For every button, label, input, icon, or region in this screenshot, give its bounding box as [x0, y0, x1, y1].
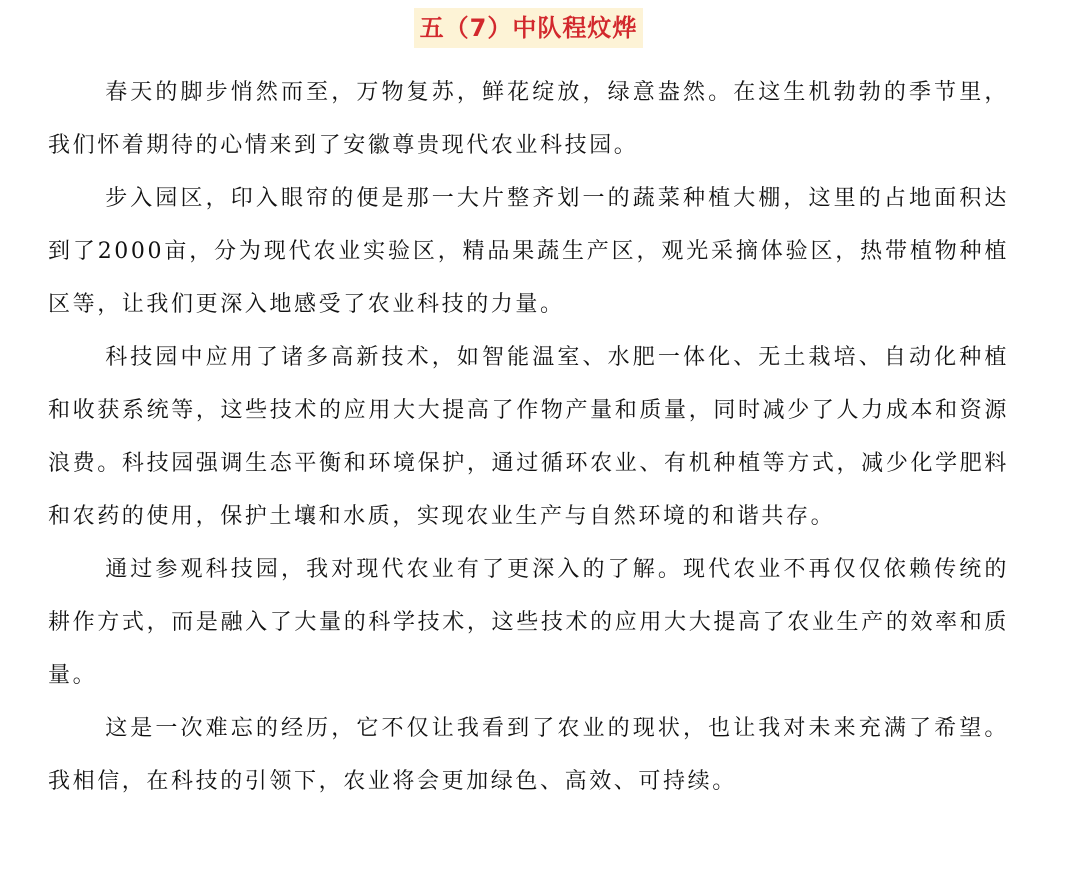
article-body: [48, 66, 1009, 808]
paragraph-3: 科技园中应用了诸多高新技术，如智能温室、水肥一体化、无土栽培、自动化种植和收获系统等，这些技术的应用大大提高了作物产量和质量，同时减少了人力成本和资源浪费。科技园强调生态平衡和环境保护，通过循环农业、有机种植等方式，减少化学肥料和农药的使用，保护土壤和水质，实现农业生产与自然环境的和谐共存。: [48, 345, 1009, 529]
paragraph-2: 步入园区，印入眼帘的便是那一大片整齐划一的蔬菜种植大棚，这里的占地面积达到了2000亩，分为现代农业实验区，精品果蔬生产区，观光采摘体验区，热带植物种植区等，让我们更深入地感受了农业科技的力量。: [48, 186, 1009, 317]
paragraph-1: 春天的脚步悄然而至，万物复苏，鲜花绽放，绿意盎然。在这生机勃勃的季节里，我们怀着期待的心情来到了安徽尊贵现代农业科技园。: [48, 80, 1009, 158]
paragraph-5: 这是一次难忘的经历，它不仅让我看到了农业的现状，也让我对未来充满了希望。我相信，在科技的引领下，农业将会更加绿色、高效、可持续。: [48, 716, 1009, 794]
title-container: [48, 0, 1009, 54]
document-title: 五（7）中队程炆烨: [414, 8, 644, 48]
paragraph-4: 通过参观科技园，我对现代农业有了更深入的了解。现代农业不再仅仅依赖传统的耕作方式，而是融入了大量的科学技术，这些技术的应用大大提高了农业生产的效率和质量。: [48, 557, 1009, 688]
